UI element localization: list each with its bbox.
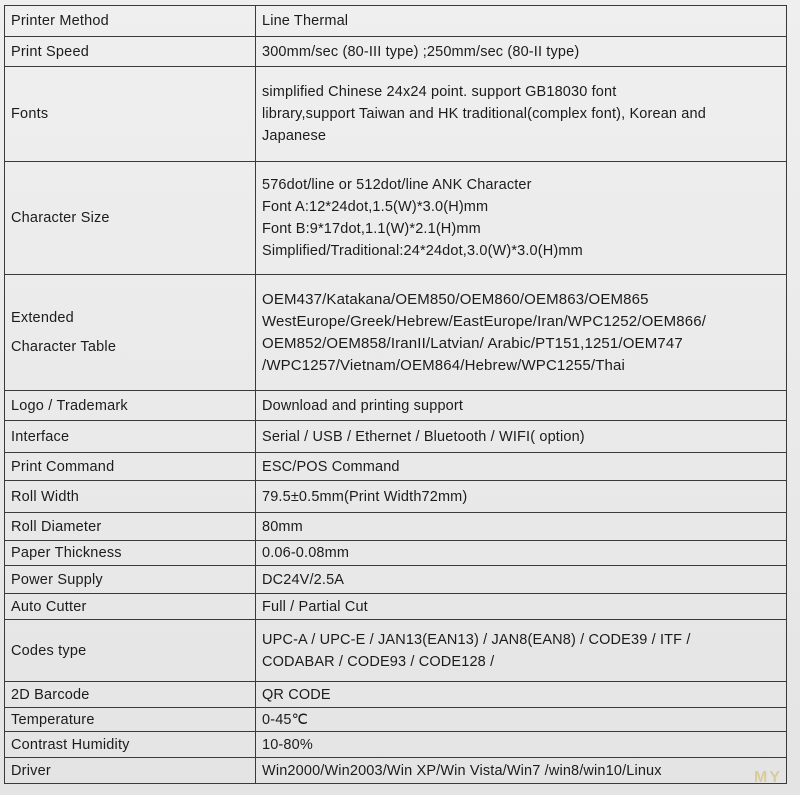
spec-label-line: Character Table: [11, 338, 117, 355]
spec-value-line: 79.5±0.5mm(Print Width72mm): [262, 488, 468, 505]
spec-row: [5, 620, 787, 682]
spec-value-line: /WPC1257/Vietnam/OEM864/Hebrew/WPC1255/Thai: [262, 356, 626, 374]
spec-label: Printer Method: [5, 6, 256, 37]
spec-label: Interface: [5, 421, 256, 453]
spec-label: [5, 275, 256, 391]
spec-value-line: Japanese: [262, 128, 327, 144]
spec-label: Driver: [5, 758, 256, 784]
spec-value-line: simplified Chinese 24x24 point. support GB18030 font: [262, 84, 617, 100]
spec-row: [5, 758, 787, 784]
spec-value: [256, 481, 787, 513]
spec-row: [5, 6, 787, 37]
spec-value: [256, 620, 787, 682]
spec-value: [256, 708, 787, 732]
spec-label: Roll Width: [5, 481, 256, 513]
spec-label: Print Command: [5, 453, 256, 481]
spec-label: Roll Diameter: [5, 513, 256, 541]
spec-value-line: 0-45℃: [262, 711, 309, 728]
spec-value: [256, 541, 787, 566]
spec-label: Print Speed: [5, 37, 256, 67]
spec-value: [256, 162, 787, 275]
spec-value-line: 300mm/sec (80-III type) ;250mm/sec (80-II type): [262, 43, 580, 60]
spec-row: [5, 481, 787, 513]
spec-value: [256, 275, 787, 391]
spec-table: [4, 5, 787, 784]
spec-value-line: QR CODE: [262, 686, 331, 703]
spec-row: [5, 732, 787, 758]
spec-value-line: 10-80%: [262, 736, 313, 753]
spec-value: [256, 732, 787, 758]
spec-value-line: 80mm: [262, 518, 303, 535]
spec-label: Auto Cutter: [5, 594, 256, 620]
spec-value-line: OEM852/OEM858/IranII/Latvian/ Arabic/PT151,1251/OEM747: [262, 334, 683, 352]
spec-value: [256, 67, 787, 162]
spec-value-line: CODABAR / CODE93 / CODE128 /: [262, 653, 495, 670]
spec-label: Logo / Trademark: [5, 391, 256, 421]
spec-value: [256, 391, 787, 421]
spec-row: [5, 594, 787, 620]
spec-value: [256, 421, 787, 453]
watermark-logo: MY: [754, 769, 782, 786]
spec-value-line: Win2000/Win2003/Win XP/Win Vista/Win7 /win8/win10/Linux: [262, 762, 662, 779]
spec-row: [5, 541, 787, 566]
spec-row: [5, 682, 787, 708]
spec-label: Contrast Humidity: [5, 732, 256, 758]
spec-value: [256, 566, 787, 594]
spec-label: Power Supply: [5, 566, 256, 594]
spec-value: [256, 513, 787, 541]
spec-row: [5, 708, 787, 732]
spec-label: Codes type: [5, 620, 256, 682]
spec-table-body: [5, 6, 787, 784]
spec-value-line: Download and printing support: [262, 397, 464, 414]
spec-label: Paper Thickness: [5, 541, 256, 566]
spec-value-line: Simplified/Traditional:24*24dot,3.0(W)*3.0(H)mm: [262, 243, 583, 259]
spec-value-line: Serial / USB / Ethernet / Bluetooth / WIFI( option): [262, 428, 585, 445]
spec-row: [5, 391, 787, 421]
spec-value-line: library,support Taiwan and HK traditional(complex font), Korean and: [262, 106, 706, 122]
spec-label: 2D Barcode: [5, 682, 256, 708]
spec-label: Fonts: [5, 67, 256, 162]
spec-row: [5, 67, 787, 162]
spec-row: [5, 37, 787, 67]
spec-value: [256, 37, 787, 67]
spec-label-line: Extended: [11, 309, 74, 326]
spec-value-line: OEM437/Katakana/OEM850/OEM860/OEM863/OEM865: [262, 290, 649, 308]
spec-value: [256, 594, 787, 620]
spec-value: [256, 758, 787, 784]
spec-value-line: Full / Partial Cut: [262, 598, 368, 615]
spec-row: [5, 275, 787, 391]
spec-value-line: Font A:12*24dot,1.5(W)*3.0(H)mm: [262, 199, 489, 215]
spec-row: [5, 421, 787, 453]
spec-value-line: UPC-A / UPC-E / JAN13(EAN13) / JAN8(EAN8) / CODE39 / ITF /: [262, 631, 691, 648]
spec-row: [5, 566, 787, 594]
spec-row: [5, 162, 787, 275]
spec-value: [256, 453, 787, 481]
spec-value-line: WestEurope/Greek/Hebrew/EastEurope/Iran/WPC1252/OEM866/: [262, 312, 707, 330]
spec-label: Temperature: [5, 708, 256, 732]
spec-value-line: Line Thermal: [262, 13, 349, 29]
spec-value: [256, 682, 787, 708]
spec-row: [5, 513, 787, 541]
spec-value-line: DC24V/2.5A: [262, 571, 345, 588]
spec-value: [256, 6, 787, 37]
spec-value-line: 576dot/line or 512dot/line ANK Character: [262, 177, 532, 193]
spec-value-line: Font B:9*17dot,1.1(W)*2.1(H)mm: [262, 221, 481, 237]
spec-label: Character Size: [5, 162, 256, 275]
spec-value-line: 0.06-0.08mm: [262, 545, 350, 561]
spec-value-line: ESC/POS Command: [262, 458, 400, 475]
spec-row: [5, 453, 787, 481]
